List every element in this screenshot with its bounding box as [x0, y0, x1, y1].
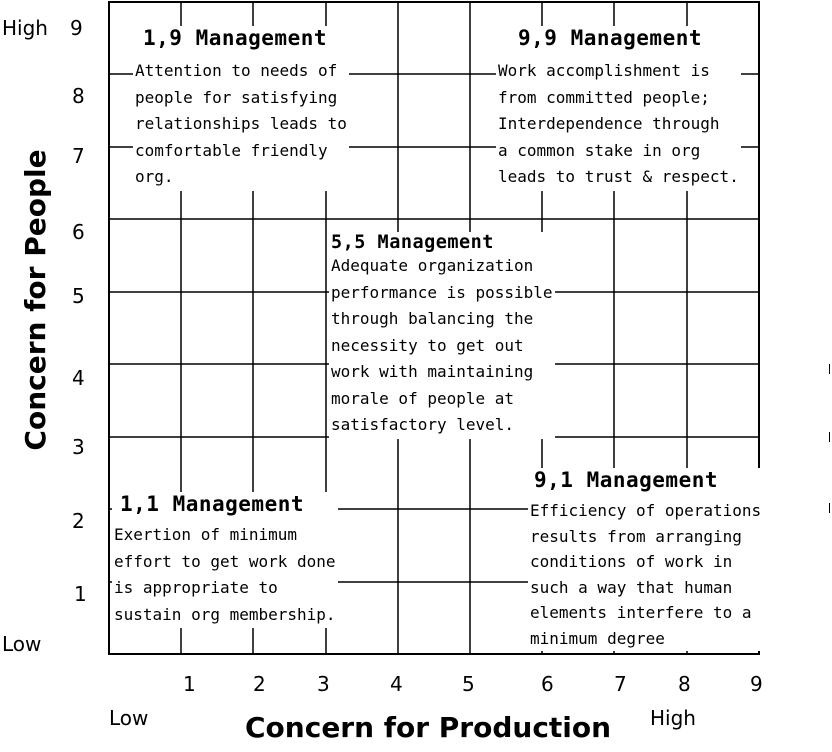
y-tick-2: 2: [72, 509, 85, 533]
edge-mark: [829, 364, 830, 374]
style-title: 1,9 Management: [141, 26, 349, 50]
x-tick-4: 4: [390, 672, 403, 696]
y-tick-1: 1: [74, 582, 87, 606]
style-description: Work accomplishment is from committed people; Interdependence through a common stake in org leads to trust & respect.: [496, 58, 741, 191]
y-tick-3: 3: [72, 435, 85, 459]
y-tick-4: 4: [72, 366, 85, 390]
y-tick-7: 7: [72, 144, 85, 168]
style-title: 1,1 Management: [118, 492, 338, 516]
x-tick-9: 9: [750, 672, 763, 696]
y-axis-low-label: Low: [2, 632, 42, 656]
style-title: 9,1 Management: [532, 468, 763, 492]
style-box-1-1: [112, 492, 338, 628]
edge-mark: [829, 503, 830, 513]
x-tick-8: 8: [678, 672, 691, 696]
style-box-9-9: [496, 26, 741, 191]
x-axis-high-label: High: [650, 706, 696, 730]
style-description: Efficiency of operations results from arranging conditions of work in such a way that human elements interfere to a minimum degree: [528, 498, 763, 651]
style-description: Exertion of minimum effort to get work done is appropriate to sustain org membership.: [112, 522, 338, 628]
edge-mark: [829, 432, 830, 442]
y-tick-5: 5: [72, 284, 85, 308]
style-title: 5,5 Management: [329, 232, 555, 253]
y-tick-9: 9: [70, 16, 83, 40]
style-description: Adequate organization performance is possible through balancing the necessity to get out work with maintaining morale of people at satisfactory level.: [329, 253, 555, 439]
x-axis-low-label: Low: [109, 706, 149, 730]
x-tick-7: 7: [614, 672, 627, 696]
x-tick-3: 3: [317, 672, 330, 696]
x-tick-1: 1: [183, 672, 196, 696]
style-box-5-5: [329, 232, 555, 439]
x-tick-6: 6: [541, 672, 554, 696]
y-axis-high-label: High: [2, 16, 48, 40]
style-box-1-9: [133, 26, 349, 191]
style-box-9-1: [528, 468, 763, 651]
y-axis-title: Concern for People: [19, 149, 52, 451]
y-tick-8: 8: [72, 84, 85, 108]
style-title: 9,9 Management: [516, 26, 741, 50]
y-tick-6: 6: [72, 220, 85, 244]
x-axis-title: Concern for Production: [245, 711, 612, 744]
x-tick-5: 5: [462, 672, 475, 696]
x-tick-2: 2: [253, 672, 266, 696]
style-description: Attention to needs of people for satisfying relationships leads to comfortable friendly org.: [133, 58, 349, 191]
